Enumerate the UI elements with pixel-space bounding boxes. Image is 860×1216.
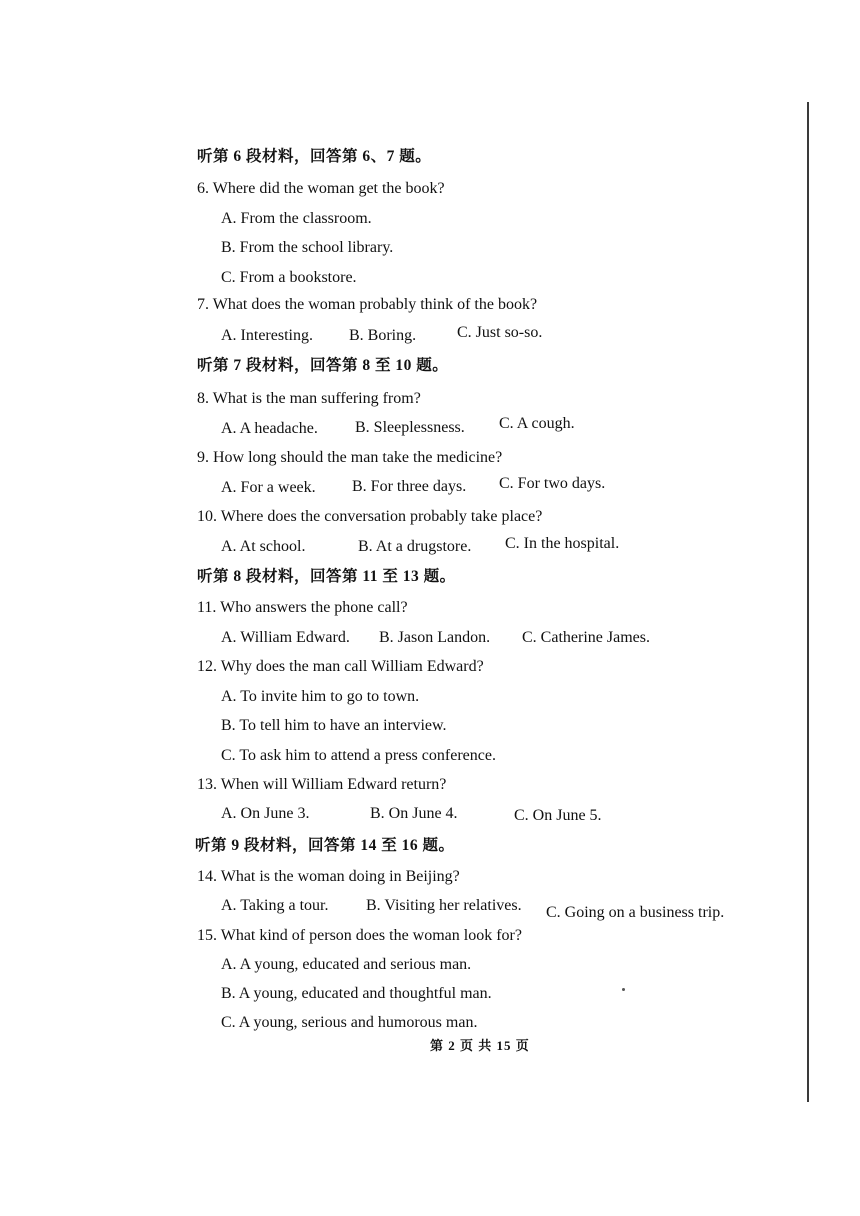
option-9a: A. For a week. [221,479,316,496]
option-6b: B. From the school library. [221,239,394,256]
option-13a: A. On June 3. [221,805,310,822]
option-9b: B. For three days. [352,478,467,495]
section-heading-7: 听第 7 段材料，回答第 8 至 10 题。 [197,357,449,374]
option-7a: A. Interesting. [221,327,313,344]
option-12c: C. To ask him to attend a press conference. [221,747,496,764]
option-12a: A. To invite him to go to town. [221,688,420,705]
question-10: 10. Where does the conversation probably take place? [197,508,543,525]
question-7: 7. What does the woman probably think of the book? [197,296,538,313]
option-9c: C. For two days. [499,475,606,492]
option-15a: A. A young, educated and serious man. [221,956,472,973]
option-10c: C. In the hospital. [505,535,620,552]
option-14c: C. Going on a business trip. [546,904,725,921]
scan-speck [622,988,625,991]
question-11: 11. Who answers the phone call? [197,599,408,616]
option-11c: C. Catherine James. [522,629,650,646]
option-15b: B. A young, educated and thoughtful man. [221,985,492,1002]
section-heading-8: 听第 8 段材料，回答第 11 至 13 题。 [197,568,456,585]
question-12: 12. Why does the man call William Edward? [197,658,484,675]
option-11b: B. Jason Landon. [379,629,491,646]
option-8b: B. Sleeplessness. [355,419,465,436]
question-14: 14. What is the woman doing in Beijing? [197,868,460,885]
question-15: 15. What kind of person does the woman look for? [197,927,522,944]
question-6: 6. Where did the woman get the book? [197,180,445,197]
option-14b: B. Visiting her relatives. [366,897,522,914]
scan-edge-line [807,102,809,1102]
option-10a: A. At school. [221,538,306,555]
option-11a: A. William Edward. [221,629,350,646]
question-8: 8. What is the man suffering from? [197,390,421,407]
option-13c: C. On June 5. [514,807,602,824]
option-15c: C. A young, serious and humorous man. [221,1014,478,1031]
option-8c: C. A cough. [499,415,575,432]
option-6c: C. From a bookstore. [221,269,357,286]
option-12b: B. To tell him to have an interview. [221,717,447,734]
page-footer: 第 2 页 共 15 页 [430,1038,530,1053]
option-7c: C. Just so-so. [457,324,543,341]
section-heading-6: 听第 6 段材料，回答第 6、7 题。 [197,148,432,165]
option-10b: B. At a drugstore. [358,538,472,555]
option-7b: B. Boring. [349,327,417,344]
option-13b: B. On June 4. [370,805,458,822]
option-6a: A. From the classroom. [221,210,372,227]
option-14a: A. Taking a tour. [221,897,329,914]
section-heading-9: 听第 9 段材料，回答第 14 至 16 题。 [195,837,455,854]
option-8a: A. A headache. [221,420,318,437]
question-13: 13. When will William Edward return? [197,776,447,793]
question-9: 9. How long should the man take the medicine? [197,449,503,466]
